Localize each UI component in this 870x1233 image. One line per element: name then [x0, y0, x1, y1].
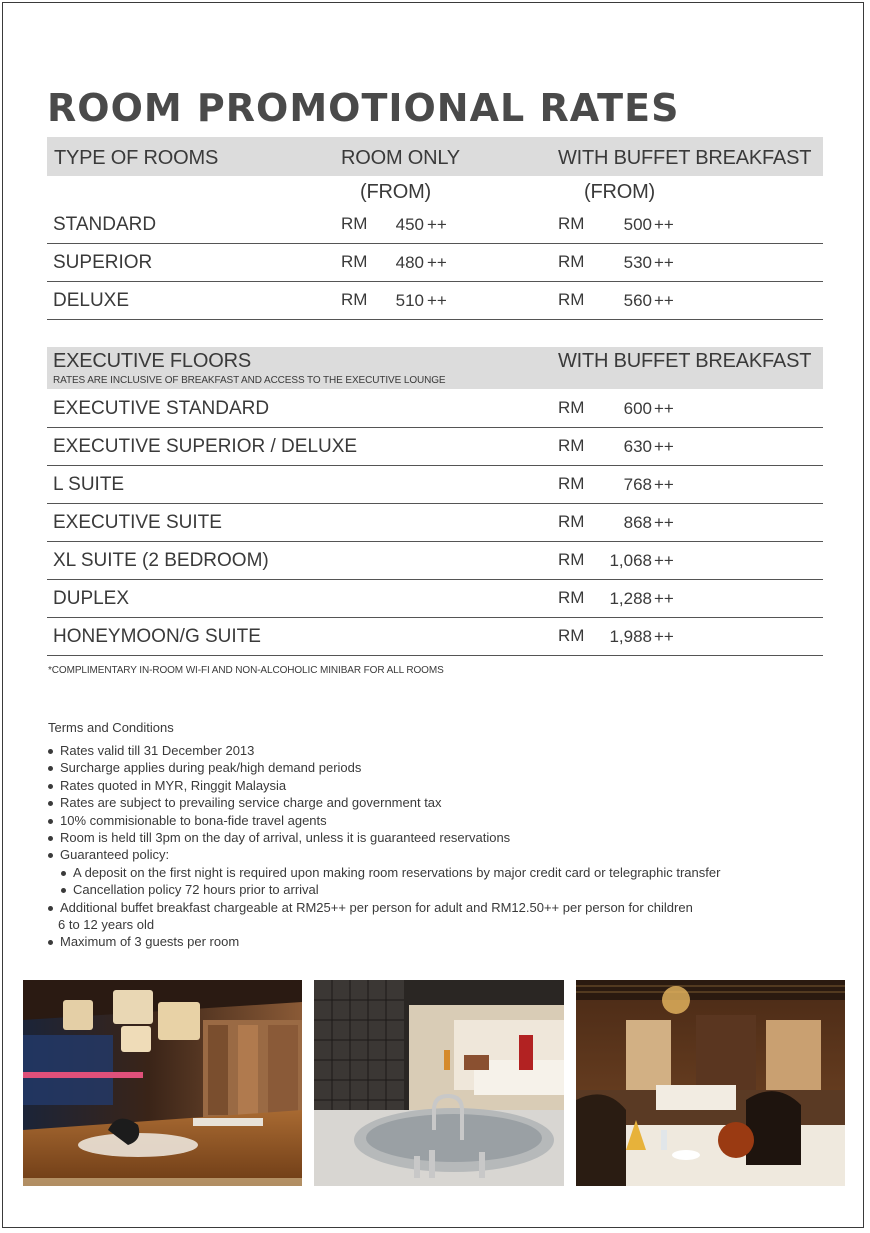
row-divider	[47, 319, 823, 320]
header-with-buffet-breakfast: WITH BUFFET BREAKFAST	[558, 147, 812, 169]
currency-label: RM	[341, 252, 368, 271]
currency-label: RM	[558, 398, 585, 417]
breakfast-price: 1,068	[609, 551, 652, 570]
bullet-icon	[48, 766, 53, 771]
currency-label: RM	[341, 290, 368, 309]
currency-label: RM	[341, 214, 368, 233]
breakfast-price: 768	[623, 475, 652, 494]
header-exec-with-buffet-breakfast: WITH BUFFET BREAKFAST	[558, 350, 812, 372]
currency-label: RM	[558, 550, 585, 569]
breakfast-price: 560	[623, 291, 652, 310]
price-suffix: ++	[427, 215, 447, 234]
price-suffix: ++	[654, 475, 674, 494]
terms-item-continuation: 6 to 12 years old	[58, 917, 155, 933]
header-executive-floors: EXECUTIVE FLOORS	[53, 350, 251, 372]
price-suffix: ++	[654, 513, 674, 532]
header-type-of-rooms: TYPE OF ROOMS	[54, 147, 219, 169]
executive-note: RATES ARE INCLUSIVE OF BREAKFAST AND ACCESS TO THE EXECUTIVE LOUNGE	[53, 375, 446, 386]
room-only-price: 480	[395, 253, 424, 272]
terms-item: Maximum of 3 guests per room	[48, 933, 848, 950]
rate-row-superior	[47, 244, 823, 282]
bullet-icon	[48, 801, 53, 806]
bullet-icon	[48, 749, 53, 754]
breakfast-price: 530	[623, 253, 652, 272]
currency-label: RM	[558, 214, 585, 233]
rate-row-l-suite	[47, 466, 823, 504]
room-type-name: EXECUTIVE SUPERIOR / DELUXE	[53, 436, 358, 457]
rate-row-honeymoon-suite	[47, 618, 823, 656]
rate-row-standard	[47, 206, 823, 244]
price-suffix: ++	[427, 291, 447, 310]
rate-row-deluxe	[47, 282, 823, 320]
room-type-name: DELUXE	[53, 290, 130, 311]
row-divider	[47, 655, 823, 656]
room-only-price: 510	[395, 291, 424, 310]
bullet-icon	[61, 871, 66, 876]
price-suffix: ++	[654, 291, 674, 310]
lobby-photo	[23, 980, 302, 1186]
room-type-name: HONEYMOON/G SUITE	[53, 626, 261, 647]
price-suffix: ++	[654, 551, 674, 570]
header-room-only-from: (FROM)	[360, 181, 431, 203]
room-type-name: DUPLEX	[53, 588, 130, 609]
breakfast-price: 630	[623, 437, 652, 456]
room-type-name: EXECUTIVE SUITE	[53, 512, 222, 533]
bullet-icon	[48, 940, 53, 945]
bullet-icon	[48, 853, 53, 858]
price-suffix: ++	[654, 253, 674, 272]
breakfast-price: 500	[623, 215, 652, 234]
room-type-name: STANDARD	[53, 214, 157, 235]
breakfast-price: 868	[623, 513, 652, 532]
terms-subitem: Cancellation policy 72 hours prior to arrival	[48, 881, 848, 898]
terms-item: 10% commisionable to bona-fide travel agents	[48, 812, 848, 829]
terms-item: Room is held till 3pm on the day of arrival, unless it is guaranteed reservations	[48, 829, 848, 846]
breakfast-price: 1,288	[609, 589, 652, 608]
currency-label: RM	[558, 512, 585, 531]
rate-row-executive-superior-deluxe	[47, 428, 823, 466]
rate-row-executive-standard	[47, 390, 823, 428]
terms-item: Surcharge applies during peak/high demand periods	[48, 759, 848, 776]
terms-item: Rates quoted in MYR, Ringgit Malaysia	[48, 777, 848, 794]
terms-subitem: A deposit on the first night is required upon making room reservations by major credit card or telegraphic transfer	[48, 864, 848, 881]
footnote: *COMPLIMENTARY IN-ROOM WI-FI AND NON-ALCOHOLIC MINIBAR FOR ALL ROOMS	[48, 665, 444, 676]
terms-item: Additional buffet breakfast chargeable at RM25++ per person for adult and RM12.50++ per person for children	[48, 899, 848, 916]
room-type-name: XL SUITE (2 BEDROOM)	[53, 550, 269, 571]
breakfast-price: 600	[623, 399, 652, 418]
bullet-icon	[48, 836, 53, 841]
currency-label: RM	[558, 290, 585, 309]
room-type-name: L SUITE	[53, 474, 125, 495]
currency-label: RM	[558, 474, 585, 493]
bullet-icon	[61, 888, 66, 893]
price-suffix: ++	[654, 399, 674, 418]
terms-item: Rates valid till 31 December 2013	[48, 742, 848, 759]
terms-list	[48, 742, 848, 951]
bullet-icon	[48, 906, 53, 911]
bullet-icon	[48, 819, 53, 824]
rate-row-xl-suite	[47, 542, 823, 580]
terms-item: Rates are subject to prevailing service charge and government tax	[48, 794, 848, 811]
terms-heading: Terms and Conditions	[48, 720, 174, 735]
room-only-price: 450	[395, 215, 424, 234]
currency-label: RM	[558, 588, 585, 607]
bullet-icon	[48, 784, 53, 789]
header-room-only: ROOM ONLY	[341, 147, 460, 169]
bathroom-photo	[314, 980, 564, 1186]
price-suffix: ++	[654, 215, 674, 234]
price-suffix: ++	[427, 253, 447, 272]
restaurant-photo	[576, 980, 845, 1186]
currency-label: RM	[558, 436, 585, 455]
room-type-name: SUPERIOR	[53, 252, 153, 273]
price-suffix: ++	[654, 437, 674, 456]
breakfast-price: 1,988	[609, 627, 652, 646]
currency-label: RM	[558, 626, 585, 645]
rate-row-executive-suite	[47, 504, 823, 542]
rate-row-duplex	[47, 580, 823, 618]
terms-item: Guaranteed policy:	[48, 846, 848, 863]
price-suffix: ++	[654, 589, 674, 608]
header-breakfast-from: (FROM)	[584, 181, 655, 203]
room-type-name: EXECUTIVE STANDARD	[53, 398, 270, 419]
price-suffix: ++	[654, 627, 674, 646]
currency-label: RM	[558, 252, 585, 271]
page-title: ROOM PROMOTIONAL RATES	[47, 86, 680, 130]
